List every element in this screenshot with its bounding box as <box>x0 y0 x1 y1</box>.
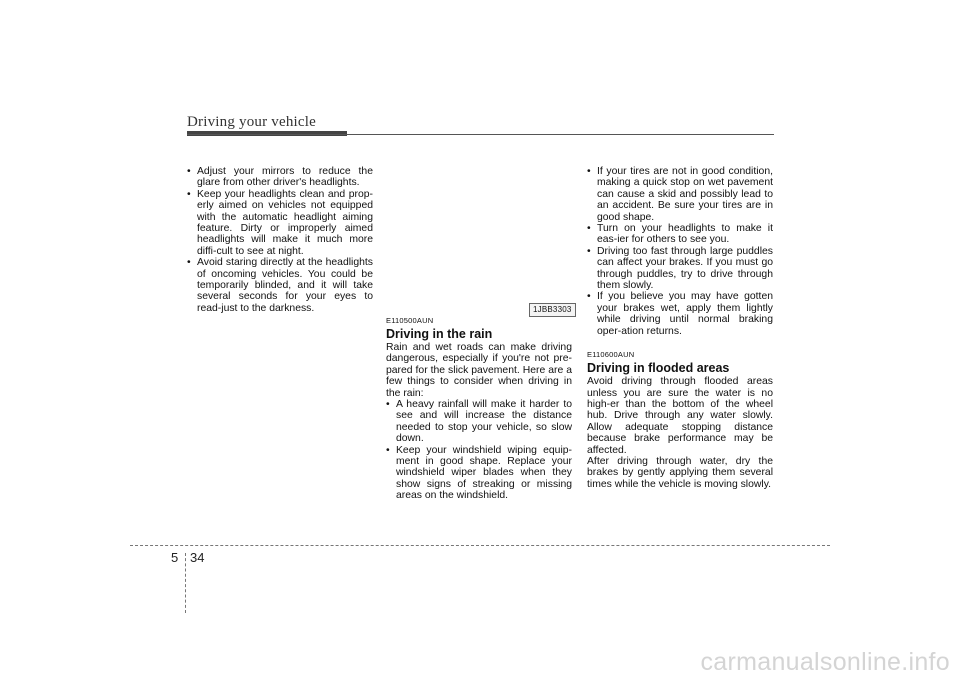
page-header-title: Driving your vehicle <box>187 114 316 130</box>
section-title-rain: Driving in the rain <box>386 327 493 341</box>
right-column <box>587 166 773 490</box>
rain-intro-paragraph: Rain and wet roads can make driving dangerous, especially if you're not pre-pared for the slick pavement. Here are a few things to consider when driving in the rain: <box>386 342 572 399</box>
left-bullet-list <box>187 166 373 314</box>
chapter-number: 5 <box>171 550 179 565</box>
footer-rule <box>130 545 830 546</box>
list-item: • Driving too fast through large puddles can affect your brakes. If you must go through puddles, try to drive through them slowly. <box>587 246 773 292</box>
section-code: E110600AUN <box>587 350 635 360</box>
list-item: • Keep your headlights clean and prop-erly aimed on vehicles not equipped with the automatic headlight aiming feature. Dirty or improperly aimed headlights will make it much more diffi-cult to see at night. <box>187 189 373 257</box>
page-number: 34 <box>190 550 205 565</box>
list-item: • Keep your windshield wiping equip-ment in good shape. Replace your windshield wiper blades when they show signs of streaking or missing areas on the windshield. <box>386 445 572 502</box>
flooded-paragraph: After driving through water, dry the brakes by gently applying them several times while the vehicle is moving slowly. <box>587 455 773 490</box>
flooded-paragraph: Avoid driving through flooded areas unless you are sure the water is no high-er than the bottom of the wheel hub. Drive through any water slowly. Allow adequate stopping distance because brake performance may be affected. <box>587 376 773 456</box>
list-item: • If you believe you may have gotten your brakes wet, apply them lightly while driving until normal braking oper-ation returns. <box>587 291 773 337</box>
left-column <box>187 166 373 314</box>
watermark: carmanualsonline.info <box>700 648 950 676</box>
section-code: E110500AUN <box>386 316 434 325</box>
list-item: • Adjust your mirrors to reduce the glare from other driver's headlights. <box>187 166 373 189</box>
rain-bullet-list <box>386 399 572 502</box>
footer-divider <box>185 553 186 613</box>
header-rule <box>187 134 774 135</box>
list-item: • If your tires are not in good condition, making a quick stop on wet pavement can cause a skid and possibly lead to an accident. Be sure your tires are in good shape. <box>587 166 773 223</box>
list-item: • Turn on your headlights to make it eas-ier for others to see you. <box>587 223 773 246</box>
image-code-label: 1JBB3303 <box>529 303 576 317</box>
list-item: • Avoid staring directly at the headlights of oncoming vehicles. You could be temporarily blinded, and it will take several seconds for your eyes to read-just to the darkness. <box>187 257 373 314</box>
section-title-flooded: Driving in flooded areas <box>587 361 730 376</box>
middle-column <box>386 316 572 502</box>
list-item: • A heavy rainfall will make it harder to see and will increase the distance needed to stop your vehicle, so slow down. <box>386 399 572 445</box>
right-bullet-list <box>587 166 773 337</box>
